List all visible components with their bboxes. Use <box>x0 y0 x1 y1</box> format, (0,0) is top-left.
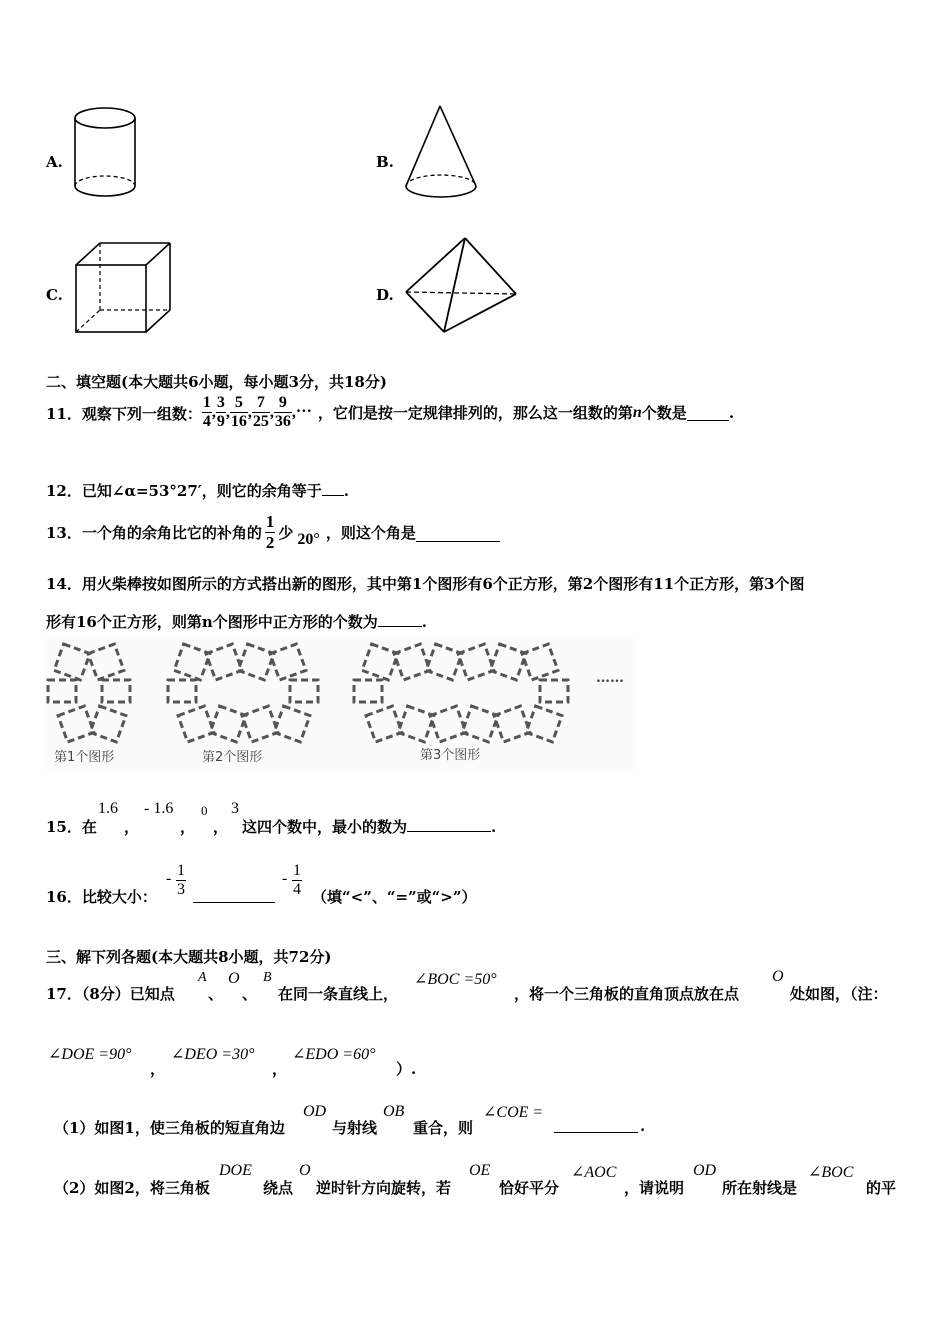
q17-2-od: OD <box>693 1162 717 1179</box>
q17-2-mid3: 恰好平分 <box>499 1179 560 1197</box>
q11-answer-blank[interactable] <box>687 404 729 421</box>
q16-fraction-2: $\frac{1}{4}$ <box>293 862 301 898</box>
q11-frac-2: $\frac{3}{9}$ <box>216 394 225 430</box>
q11-tail: 个数是 <box>641 404 687 422</box>
q15-value-3: 0 <box>201 803 208 818</box>
q11-end: . <box>728 403 735 422</box>
q13-answer-blank[interactable] <box>416 523 500 542</box>
q17-2-o: O <box>299 1162 311 1179</box>
figure-continuation-dots: …… <box>596 670 624 686</box>
figure-2-caption: 第2个图形 <box>202 750 263 765</box>
q14-answer-blank[interactable] <box>378 612 422 627</box>
q14-line2-text: 形有16个正方形，则第n个图形中正方形的个数为 <box>46 613 378 631</box>
section-3-title: 三、解下列各题(本大题共8小题，共72分) <box>46 948 332 966</box>
question-11: 11．观察下列一组数： $\frac{1}{4}$ , $\frac{3}{9}$ , $\frac{5}{16}$ , $\frac{7}{25}$ , $\frac{9}{36}$ , … ，它们是按一定规律排列的，那么这一组数的第 n 个数是 . <box>46 394 735 430</box>
q17-1-angle-coe: ∠COE = <box>483 1104 544 1121</box>
matchstick-patterns <box>44 638 636 770</box>
q17-angle-doe: ∠DOE =90° <box>48 1046 132 1063</box>
q16-stem: 16．比较大小： <box>46 888 157 906</box>
q15-tail-text: 这四个数中，最小的数为 <box>242 818 408 836</box>
cylinder-figure <box>70 104 140 200</box>
q12-answer-blank[interactable] <box>322 481 344 496</box>
q17-comma-2: ， <box>272 1060 288 1078</box>
figure-1-caption: 第1个图形 <box>54 750 115 765</box>
q17-1-ob: OB <box>383 1103 405 1120</box>
q17-mid2: ，将一个三角板的直角顶点放在点 <box>514 985 740 1003</box>
q11-stem: 11．观察下列一组数： <box>46 405 202 423</box>
q17-2-oe: OE <box>469 1162 491 1179</box>
option-d-label: D. <box>376 286 394 304</box>
q16-tail: （填“<”、“=”或“>”） <box>312 888 477 906</box>
q15-value-4: 3 <box>231 800 239 817</box>
q17-angle-deo: ∠DEO =30° <box>171 1046 255 1063</box>
q17-point-b: B <box>263 970 272 985</box>
question-12 <box>46 480 349 501</box>
q17-tail: 处如图，（注： <box>790 985 888 1003</box>
q15-value-1: 1.6 <box>98 800 118 817</box>
q16-minus-1: - <box>166 870 172 887</box>
q17-close: ）. <box>396 1060 417 1078</box>
q14-end: . <box>421 613 428 631</box>
q14-line-2 <box>46 611 427 632</box>
q17-1-answer-blank[interactable] <box>554 1117 638 1133</box>
q17-1-end: . <box>640 1117 646 1135</box>
q17-1-od: OD <box>303 1103 327 1120</box>
q17-2-mid: 绕点 <box>263 1179 294 1197</box>
q15-comma-2: ， <box>180 818 196 836</box>
section-2-title: 二、填空题(本大题共6小题，每小题3分，共18分) <box>46 373 387 391</box>
q17-1-mid2: 重合，则 <box>413 1119 474 1137</box>
q17-2-doe: DOE <box>219 1162 252 1179</box>
q17-2-angle-aoc: ∠AOC <box>571 1164 617 1181</box>
q11-frac-4: $\frac{7}{25}$ <box>252 394 269 430</box>
q14-line-1: 14．用火柴棒按如图所示的方式搭出新的图形，其中第1个图形有6个正方形，第2个图形有11个正方形，第3个图 <box>46 575 805 593</box>
q13-mid: 少 <box>278 524 294 542</box>
q17-point-o-2: O <box>772 968 784 985</box>
matchstick-figure-panel <box>44 638 636 770</box>
q16-fraction-1: $\frac{1}{3}$ <box>177 862 185 898</box>
q13-fraction: $\frac{1}{2}$ <box>265 512 275 552</box>
q11-var-n: n <box>632 403 642 421</box>
q15-stem: 15．在 <box>46 818 97 836</box>
option-b-label: B. <box>376 153 394 171</box>
q15-end: . <box>491 818 497 836</box>
tetrahedron-figure <box>402 236 522 336</box>
q11-ellipsis: … <box>295 398 312 416</box>
question-13 <box>46 512 500 553</box>
q17-2-angle-boc: ∠BOC <box>808 1164 854 1181</box>
q17-stem: 17．（8分）已知点 <box>46 985 175 1003</box>
q17-comma-1: ， <box>150 1060 166 1078</box>
q15-value-2: - 1.6 <box>144 800 174 817</box>
q17-sep-1: 、 <box>208 985 224 1003</box>
q12-end: . <box>343 482 349 500</box>
q17-sep-2: 、 <box>242 985 258 1003</box>
q17-2-mid4: ，请说明 <box>624 1179 685 1197</box>
q13-tail: ，则这个角是 <box>325 524 416 542</box>
q17-mid: 在同一条直线上， <box>278 985 399 1003</box>
figure-3-caption: 第3个图形 <box>420 748 481 763</box>
q17-angle-boc: ∠BOC =50° <box>414 971 497 988</box>
q12-text: 12．已知∠α=53°27′，则它的余角等于 <box>46 482 322 500</box>
option-c-label: C. <box>46 286 63 304</box>
cone-figure <box>400 104 484 200</box>
q17-point-o: O <box>228 970 240 987</box>
q17-2-stem: （2）如图2，将三角板 <box>54 1179 210 1197</box>
cube-figure <box>72 240 174 336</box>
q15-answer-blank[interactable] <box>407 816 491 832</box>
q16-minus-2: - <box>282 870 288 887</box>
q13-degree: 20° <box>297 530 320 548</box>
q17-1-mid: 与射线 <box>332 1119 378 1137</box>
q15-comma-1: ， <box>124 818 140 836</box>
q11-text: ，它们是按一定规律排列的，那么这一组数的第 <box>317 404 633 422</box>
q13-text: 13．一个角的余角比它的补角的 <box>46 524 262 542</box>
q17-point-a: A <box>198 970 207 985</box>
q17-angle-edo: ∠EDO =60° <box>292 1046 376 1063</box>
q11-frac-1: $\frac{1}{4}$ <box>202 394 211 430</box>
q16-answer-blank[interactable] <box>193 886 275 903</box>
q17-2-mid2: 逆时针方向旋转，若 <box>316 1179 452 1197</box>
q11-frac-3: $\frac{5}{16}$ <box>230 394 247 430</box>
q17-2-tail: 的平 <box>866 1179 897 1197</box>
q17-1-stem: （1）如图1，使三角板的短直角边 <box>54 1119 285 1137</box>
q15-comma-3: ， <box>213 818 229 836</box>
q17-2-mid5: 所在射线是 <box>722 1179 798 1197</box>
q11-frac-5: $\frac{9}{36}$ <box>274 394 291 430</box>
option-a-label: A. <box>46 153 63 171</box>
q15-tail <box>242 816 496 837</box>
